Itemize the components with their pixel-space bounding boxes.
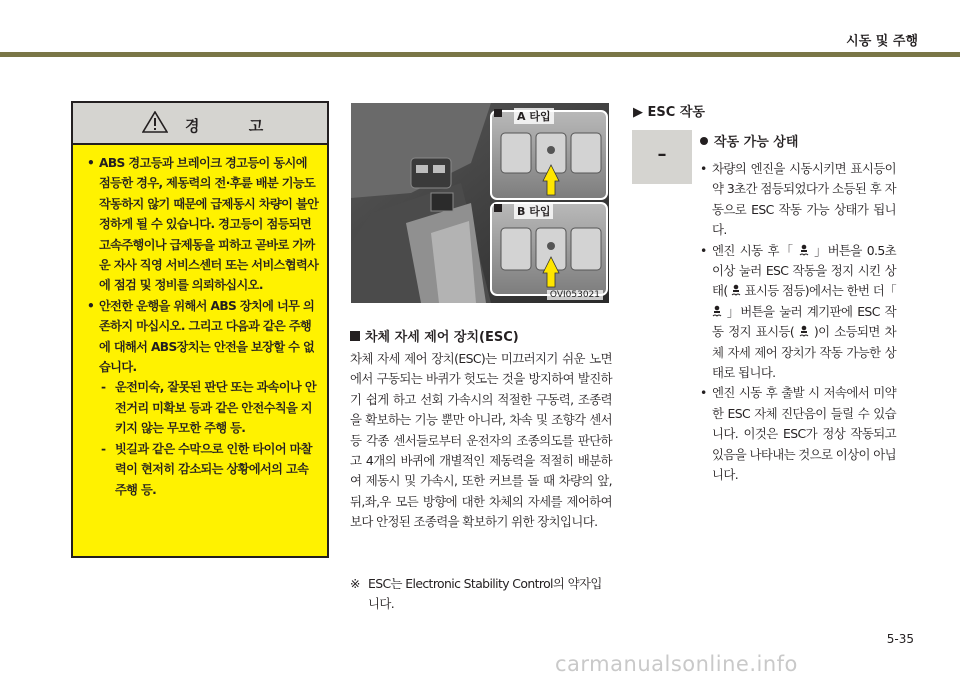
dash-indicator-box: – — [632, 130, 692, 184]
page-header — [0, 0, 960, 57]
operation-item: • 엔진 시동 후 출발 시 저속에서 미약한 ESC 자체 진단음이 들릴 수 있습니다. 이것은 ESC가 정상 작동되고 있음을 나타내는 것으로 이상이 아닙니다. — [700, 383, 896, 485]
esc-off-icon — [731, 284, 741, 296]
esc-operation-body — [700, 159, 896, 486]
operation-item: • 차량의 엔진을 시동시키면 표시등이 약 3초간 점등되었다가 소등된 후 자동으로 ESC 작동 가능 상태가 됩니다. — [700, 159, 896, 241]
esc-button-photo — [351, 103, 609, 303]
warning-header — [73, 103, 327, 145]
note-mark: ※ — [350, 576, 360, 591]
photo-label-b: B 타입 — [514, 203, 553, 219]
warning-box — [71, 101, 329, 558]
operation-item: • 엔진 시동 후「 」버튼을 0.5초 이상 눌러 ESC 작동을 정지 시킨 상태( 표시등 점등)에서는 한번 더「 」버튼을 눌러 계기판에 ESC 작동 정지 표시등( )이 소등되면 차체 자세 제어 장치가 작동 가능한 상태로 됩니다. — [700, 241, 896, 384]
warning-item: • ABS 경고등과 브레이크 경고등이 동시에 점등한 경우, 제동력의 전·후륜 배분 기능도 작동하지 않기 때문에 급제동시 차량이 불안정하게 될 수 있습니다. 경고등이 점등되면 고속주행이나 급제동을 피하고 곧바로 가까운 자사 직영 서비스센터 또는 서비스협력사에 점검 및 정비를 의뢰하십시오. — [83, 153, 319, 296]
page-number: 5-35 — [886, 632, 914, 646]
esc-note — [350, 574, 612, 615]
photo-image-id: OVI053021 — [547, 290, 603, 300]
esc-heading: 차체 자세 제어 장치(ESC) — [350, 326, 519, 345]
esc-off-icon — [799, 244, 809, 256]
header-rule — [0, 52, 960, 57]
section-title: 시동 및 주행 — [846, 34, 918, 49]
photo-label-a: A 타입 — [514, 108, 554, 124]
warning-subitem: - 빗길과 같은 수막으로 인한 타이어 마찰력이 현저히 감소되는 상황에서의 고속주행 등. — [83, 439, 319, 500]
esc-description: 차체 자세 제어 장치(ESC)는 미끄러지기 쉬운 노면에서 구동되는 바퀴가 헛도는 것을 방지하여 발진하기 쉽게 하고 선회 가속시의 적절한 구동력, 조종력을 확보하는 기능 뿐만 아니라, 차속 및 조향각 센서등 각종 센서들로부터 운전자의 조종의도를 판단하고 4개의 바퀴에 개별적인 제동력을 적절히 배분하여 제동시 및 가속시, 또한 커브를 돌 때 차량의 앞,뒤,좌,우 모든 방향에 대한 차체의 자세를 제어하여 보다 안정된 조종력을 확보하기 위한 장치입니다. — [350, 351, 612, 530]
esc-off-icon — [712, 305, 722, 317]
warning-item: • 안전한 운행을 위해서 ABS 장치에 너무 의존하지 마십시오. 그리고 다음과 같은 주행에 대해서 ABS장치는 안전을 보장할 수 없습니다. — [83, 296, 319, 378]
car-interior-illustration — [351, 103, 609, 303]
warning-subitem: - 운전미숙, 잘못된 판단 또는 과속이나 안전거리 미확보 등과 같은 안전수칙을 지키지 않는 무모한 주행 등. — [83, 377, 319, 438]
dot-bullet-icon — [700, 137, 708, 145]
square-bullet-icon — [350, 331, 360, 341]
esc-off-icon — [799, 325, 809, 337]
watermark: carmanualsonline.info — [555, 652, 798, 676]
warning-title: 경 고 — [185, 117, 286, 135]
warning-triangle-icon — [142, 111, 168, 133]
note-text: ESC는 Electronic Stability Control의 약자입니다. — [368, 576, 602, 612]
esc-operation-heading: ▶ ESC 작동 — [633, 105, 705, 120]
operable-state-heading: 작동 가능 상태 — [700, 131, 798, 150]
warning-body — [83, 153, 319, 500]
